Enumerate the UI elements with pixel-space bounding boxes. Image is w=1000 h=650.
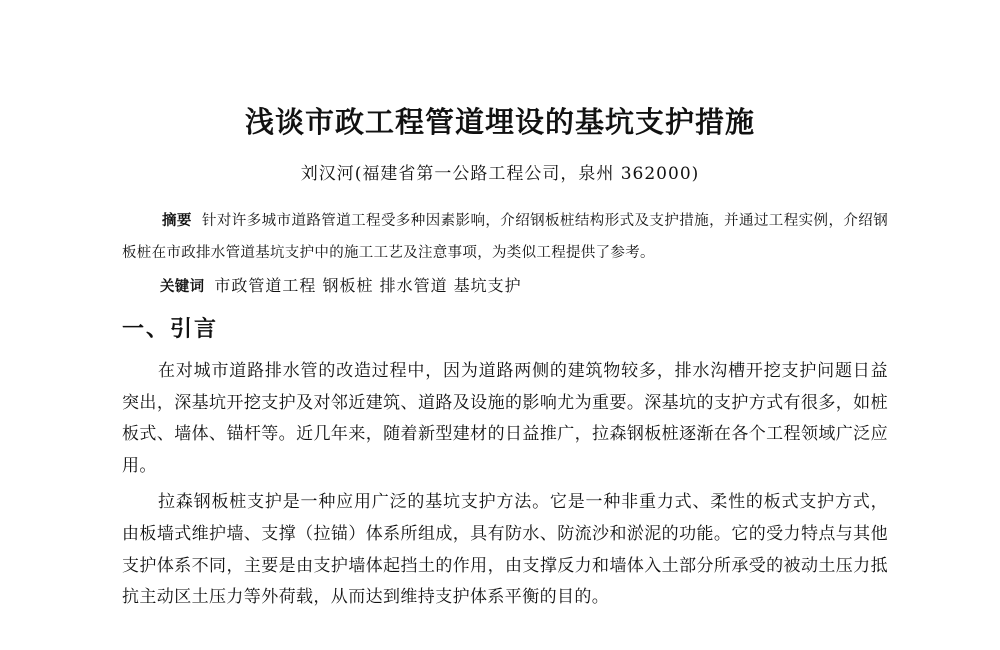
abstract-block [122,205,888,269]
abstract-text: 针对许多城市道路管道工程受多种因素影响，介绍钢板桩结构形式及支护措施，并通过工程实例，介绍钢板桩在市政排水管道基坑支护中的施工工艺及注意事项，为类似工程提供了参考。 [122,213,888,261]
abstract-label: 摘要 [162,213,192,229]
paragraph-2: 拉森钢板桩支护是一种应用广泛的基坑支护方法。它是一种非重力式、柔性的板式支护方式，由板墙式维护墙、支撑（拉锚）体系所组成，具有防水、防流沙和淤泥的功能。它的受力特点与其他支护体系不同，主要是由支护墙体起挡土的作用，由支撑反力和墙体入土部分所承受的被动土压力抵抗主动区土压力等外荷载，从而达到维持支护体系平衡的目的。 [122,492,888,608]
paragraph-1: 在对城市道路排水管的改造过程中，因为道路两侧的建筑物较多，排水沟槽开挖支护问题日益突出，深基坑开挖支护及对邻近建筑、道路及设施的影响尤为重要。深基坑的支护方式有很多，如桩板式、墙体、锚杆等。近几年来，随着新型建材的日益推广，拉森钢板桩逐渐在各个工程领域广泛应用。 [122,361,888,476]
keywords-block [160,272,888,301]
body-text [122,356,888,614]
section-heading-introduction: 一、引言 [122,317,219,342]
keywords-text: 市政管道工程 钢板桩 排水管道 基坑支护 [214,276,522,295]
author-affiliation: 刘汉河(福建省第一公路工程公司，泉州 362000) [300,164,700,184]
keywords-label: 关键词 [160,279,205,295]
paper-title: 浅谈市政工程管道埋设的基坑支护措施 [244,105,755,139]
